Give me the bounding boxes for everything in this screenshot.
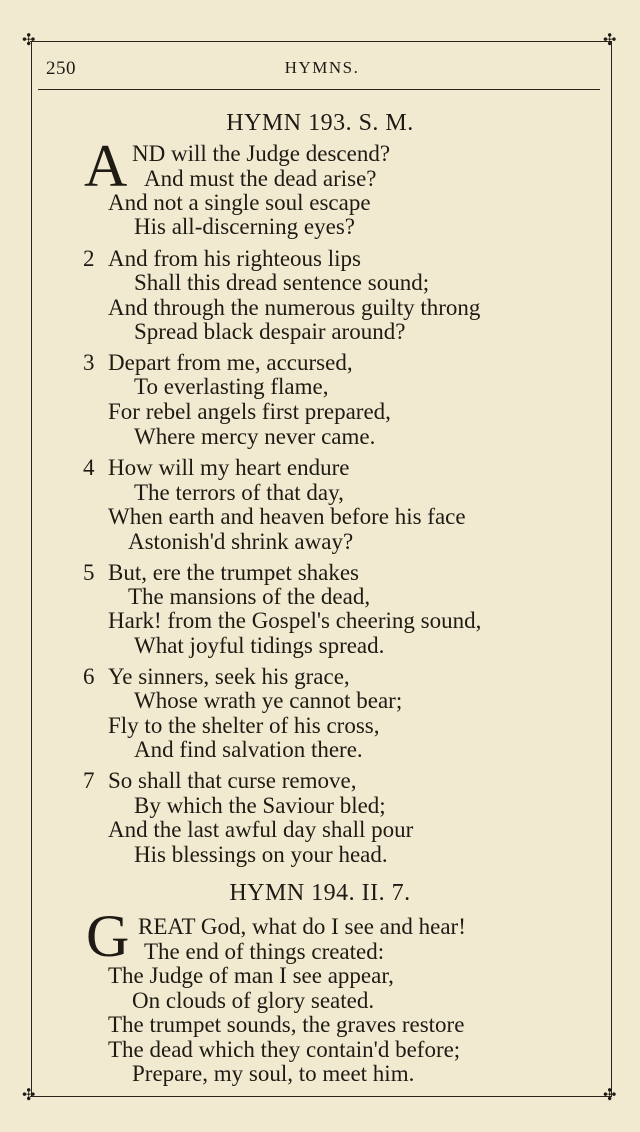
hymn-line: But, ere the trumpet shakes	[108, 560, 360, 585]
corner-ornament-icon: ✣	[22, 1087, 36, 1104]
hymn-line: Ye sinners, seek his grace,	[108, 664, 350, 689]
left-border-rule	[31, 41, 32, 1097]
stanza-number: 3	[83, 350, 95, 375]
hymn-line: The Judge of man I see appear,	[108, 963, 394, 988]
hymn-line: His all-discerning eyes?	[134, 214, 355, 239]
hymn-line: On clouds of glory seated.	[132, 988, 375, 1013]
hymn-line: Whose wrath ye cannot bear;	[134, 688, 403, 713]
hymn-line: And through the numerous guilty throng	[108, 295, 481, 320]
hymn-line: REAT God, what do I see and hear!	[138, 914, 466, 939]
hymn-line: And must the dead arise?	[144, 166, 377, 191]
hymn-line: The mansions of the dead,	[128, 584, 371, 609]
hymn-line: For rebel angels first prepared,	[108, 399, 391, 424]
stanza-number: 4	[83, 455, 95, 480]
hymn-line: Spread black despair around?	[134, 319, 406, 344]
stanza-number: 2	[83, 246, 95, 271]
hymn-line: How will my heart endure	[108, 455, 350, 480]
hymn-line: When earth and heaven before his face	[108, 504, 466, 529]
corner-ornament-icon: ✣	[22, 32, 36, 49]
hymn-line: And the last awful day shall pour	[108, 817, 414, 842]
page-number: 250	[46, 58, 76, 79]
stanza-number: 6	[83, 664, 95, 689]
hymn-line: The dead which they contain'd before;	[108, 1037, 461, 1062]
hymn-line: So shall that curse remove,	[108, 768, 357, 793]
drop-cap: A	[84, 133, 128, 199]
corner-ornament-icon: ✣	[603, 32, 617, 49]
hymn-line: By which the Saviour bled;	[134, 793, 386, 818]
hymn-line: His blessings on your head.	[134, 842, 388, 867]
hymn-line: Fly to the shelter of his cross,	[108, 713, 380, 738]
hymn-line: And from his righteous lips	[108, 246, 361, 271]
hymn-line: To everlasting flame,	[134, 374, 329, 399]
hymn-line: The end of things created:	[144, 939, 385, 964]
hymn-line: The terrors of that day,	[134, 480, 344, 505]
hymn-title: HYMN 193. S. M.	[226, 110, 414, 136]
hymn-line: And not a single soul escape	[108, 190, 371, 215]
stanza-number: 5	[83, 560, 95, 585]
page-header	[46, 58, 598, 82]
stanza-number: 7	[83, 768, 95, 793]
running-title: HYMNS.	[284, 58, 360, 77]
bottom-border-rule	[30, 1096, 612, 1097]
hymn-line: The trumpet sounds, the graves restore	[108, 1012, 465, 1037]
drop-cap: G	[86, 903, 130, 969]
hymn-line: What joyful tidings spread.	[134, 633, 385, 658]
header-rule	[38, 89, 600, 90]
hymn-line: And find salvation there.	[134, 737, 363, 762]
hymn-title: HYMN 194. II. 7.	[229, 880, 411, 906]
hymn-line: Astonish'd shrink away?	[128, 529, 354, 554]
top-border-rule	[30, 41, 612, 42]
hymn-line: Depart from me, accursed,	[108, 350, 353, 375]
hymn-line: Prepare, my soul, to meet him.	[132, 1061, 415, 1086]
hymn-line: Shall this dread sentence sound;	[134, 270, 430, 295]
right-border-rule	[611, 41, 612, 1097]
hymn-line: Where mercy never came.	[134, 424, 376, 449]
hymn-line: Hark! from the Gospel's cheering sound,	[108, 608, 482, 633]
corner-ornament-icon: ✣	[603, 1087, 617, 1104]
hymn-line: ND will the Judge descend?	[132, 141, 391, 166]
